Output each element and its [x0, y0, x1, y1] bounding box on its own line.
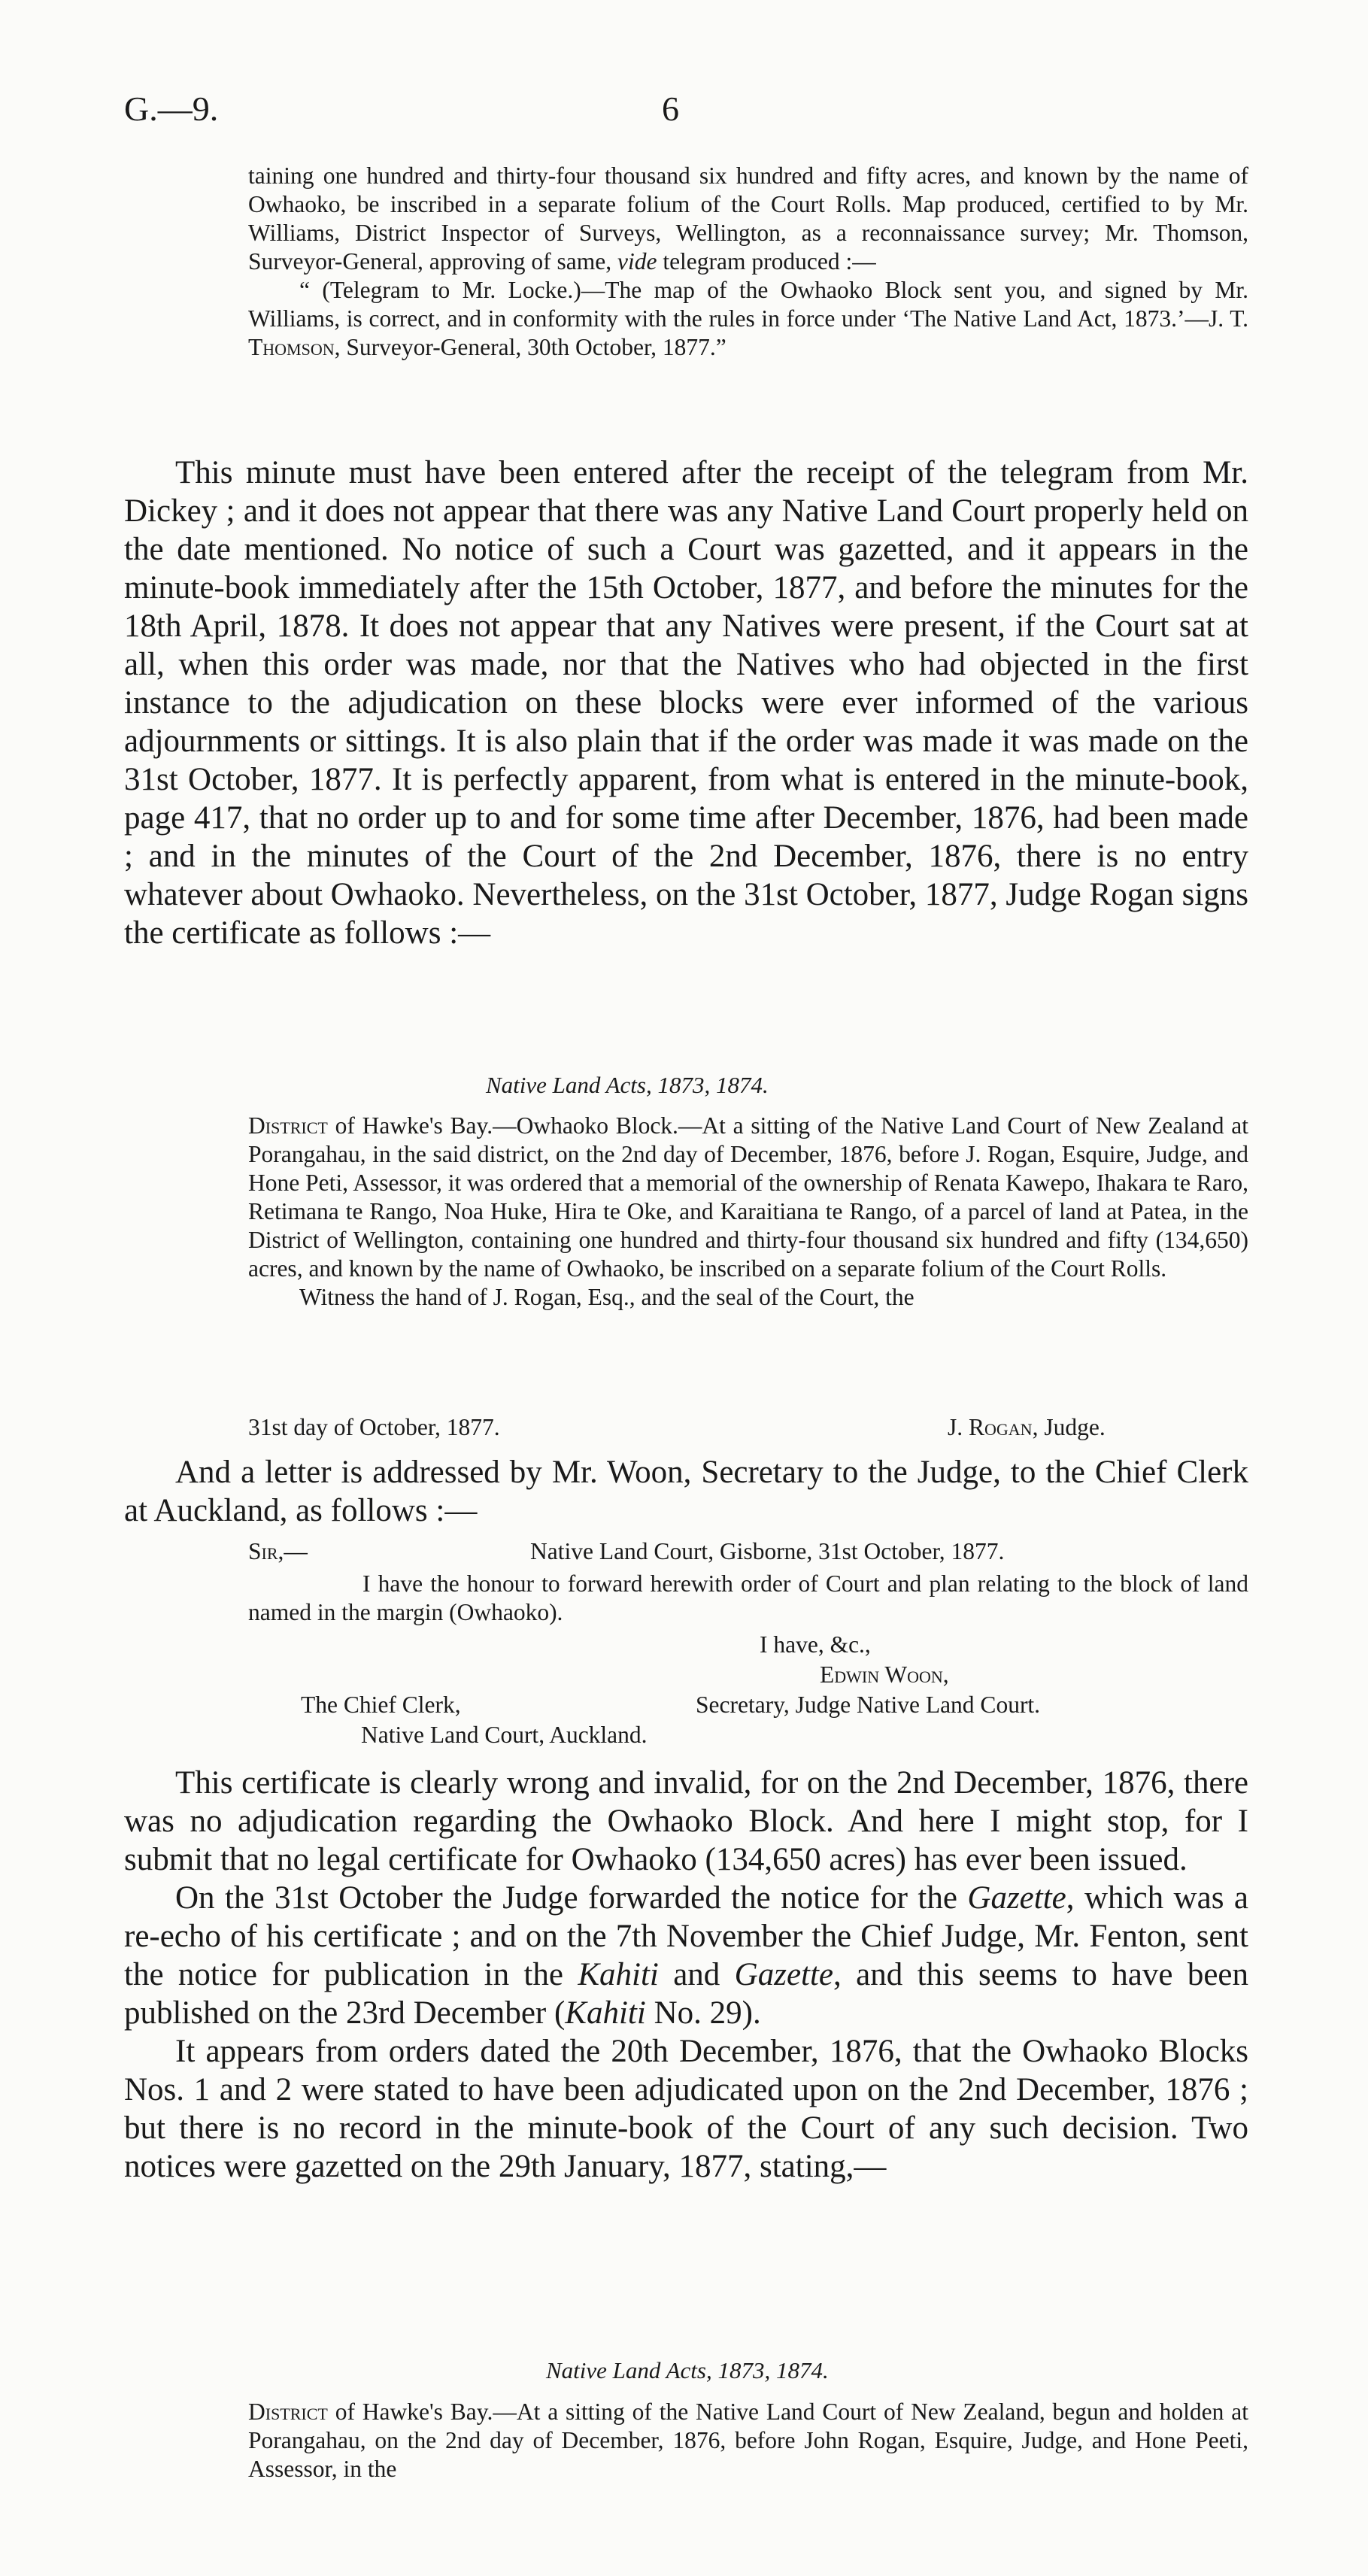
certificate-title: Native Land Acts, 1873, 1874. [486, 1072, 769, 1098]
letter-salutation: Sir,— [248, 1538, 308, 1564]
letter-addressee-place: Native Land Court, Auckland. [361, 1722, 648, 1748]
body-paragraph-minute: This minute must have been entered after the receipt of the telegram from Mr. Dickey ; and it does not appear that there was any Native Land Court properly held on the date mentioned. No notice of such a Court was gazetted, and it appears in the minute-book immediately after the 15th October, 1877, and before the minutes for the 18th April, 1878. It does not appear that any Natives were present, if the Court sat at all, when this order was made, nor that the Natives who had objected in the first instance to the adjudication on these blocks were ever informed of the various adjournments or sittings. It is also plain that if the order was made it was made on the 31st October, 1877. It is perfectly apparent, from what is entered in the minute-book, page 417, that no order up to and for some time after December, 1876, had been made ; and in the minutes of the Court of the 2nd December, 1876, there is no entry whatever about Owhaoko. Nevertheless, on the 31st October, 1877, Judge Rogan signs the certificate as follows :— [124, 455, 1248, 951]
certificate-signature: J. Rogan, Judge. [948, 1414, 1106, 1440]
letter-addressee: The Chief Clerk, [301, 1692, 461, 1718]
letter-body: I have the honour to forward herewith order of Court and plan relating to the block of land named in the margin (Owhaoko). [248, 1570, 1248, 1625]
quoted-minute [248, 162, 1248, 362]
letter-sender: Edwin Woon, [820, 1661, 949, 1688]
certificate-date: 31st day of October, 1877. [248, 1414, 500, 1440]
certificate-text: District of Hawke's Bay.—Owhaoko Block.—At a sitting of the Native Land Court of New Zealand at Porangahau, in the said district, on the 2nd day of December, 1876, before J. Rogan, Esquire, Judge, and Hone Peti, Assessor, it was ordered that a memorial of the ownership of Renata Kawepo, Ihakara te Raro, Retimana te Rango, Noa Huke, Hira te Oke, and Karaitiana te Rango, of a parcel of land at Patea, in the District of Wellington, containing one hundred and thirty-four thousand six hundred and fifty (134,650) acres, and known by the name of Owhaoko, be inscribed on a separate folium of the Court Rolls. Witness the hand of J. Rogan, Esq., and the seal of the Court, the [248, 1112, 1248, 1310]
minute-paragraph: taining one hundred and thirty-four thousand six hundred and fifty acres, and known by the name of Owhaoko, be inscribed in a separate folium of the Court Rolls. Map produced, certified to by Mr. Williams, District Inspector of Surveys, Wellington, as a reconnaissance survey; Mr. Thomson, Surveyor-General, approving of same, vide telegram produced :— [248, 162, 1248, 275]
gazette-notice-text: District of Hawke's Bay.—At a sitting of the Native Land Court of New Zealand, begun and holden at Porangahau, on the 2nd day of December, 1876, before John Rogan, Esquire, Judge, and Hone Peeti, Assessor, in the [248, 2399, 1248, 2482]
letter-dateline: Native Land Court, Gisborne, 31st October, 1877. [530, 1538, 1005, 1564]
orders-paragraph: It appears from orders dated the 20th December, 1876, that the Owhaoko Blocks Nos. 1 and 2 were stated to have been adjudicated upon on the 2nd December, 1876 ; but there is no record in the minute-book of the Court of any such decision. Two notices were gazetted on the 29th January, 1877, stating,— [124, 2034, 1248, 2184]
body-paragraph-letter-intro: And a letter is addressed by Mr. Woon, Secretary to the Judge, to the Chief Clerk at Auckland, as follows :— [124, 1455, 1248, 1528]
body-paragraphs-conclusion [124, 1764, 1248, 2186]
paper-reference: G.—9. [124, 90, 219, 128]
gazette-paragraph: On the 31st October the Judge forwarded the notice for the Gazette, which was a re-echo of his certificate ; and on the 7th November the Chief Judge, Mr. Fenton, sent the notice for publication in the Kahiti and Gazette, and this seems to have been published on the 23rd December (Kahiti No. 29). [124, 1880, 1248, 2031]
letter-closing: I have, &c., [760, 1631, 871, 1658]
page-number: 6 [662, 90, 679, 128]
notice-title: Native Land Acts, 1873, 1874. [546, 2357, 829, 2383]
letter-sender-title: Secretary, Judge Native Land Court. [696, 1692, 1041, 1718]
invalid-certificate-paragraph: This certificate is clearly wrong and invalid, for on the 2nd December, 1876, there was no adjudication regarding the Owhaoko Block. And here I might stop, for I submit that no legal certificate for Owhaoko (134,650 acres) has ever been issued. [124, 1765, 1248, 1877]
telegram-paragraph: “ (Telegram to Mr. Locke.)—The map of the Owhaoko Block sent you, and signed by Mr. Williams, is correct, and in conformity with the rules in force under ‘The Native Land Act, 1873.’—J. T. Thomson, Surveyor-General, 30th October, 1877.” [248, 277, 1248, 360]
